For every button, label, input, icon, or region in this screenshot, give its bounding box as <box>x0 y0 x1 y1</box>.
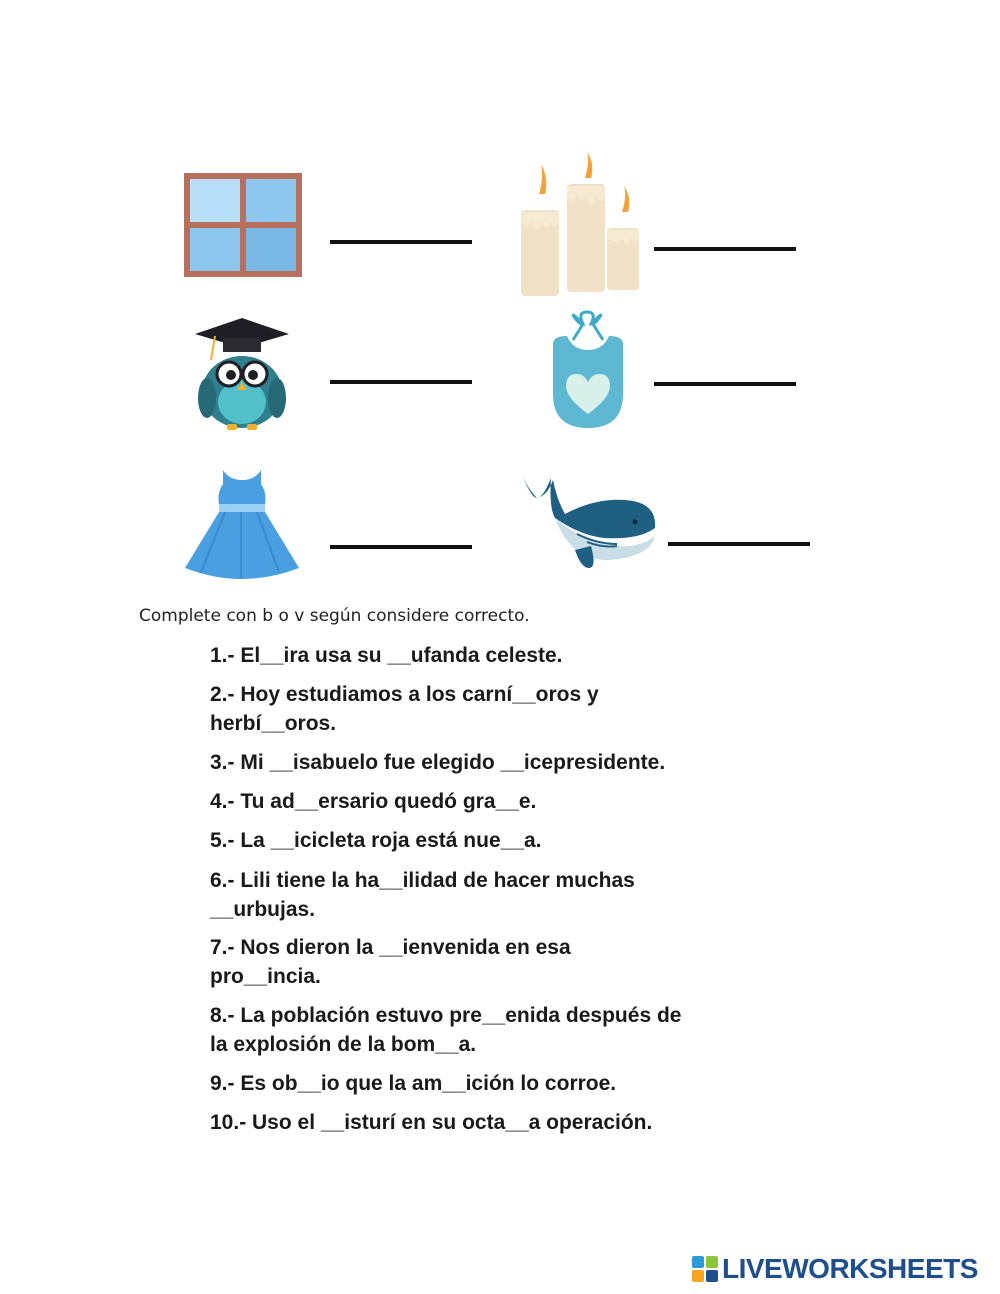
owl-image <box>195 318 289 432</box>
sentence-8-line-2: la explosión de la bom__a. <box>210 1033 477 1056</box>
sentence-6-line-2: __urbujas. <box>210 898 316 921</box>
candles-image <box>515 152 645 298</box>
sentence-9: 9.- Es ob__io que la am__ición lo corroe. <box>210 1072 617 1095</box>
window-image <box>184 173 302 277</box>
sentence-5: 5.- La __icicleta roja está nue__a. <box>210 829 542 852</box>
whale-image <box>517 472 657 572</box>
answer-line-3[interactable] <box>330 380 472 384</box>
answer-line-6[interactable] <box>668 542 810 546</box>
sentence-10: 10.- Uso el __isturí en su octa__a operación. <box>210 1111 653 1134</box>
sentence-4: 4.- Tu ad__ersario quedó gra__e. <box>210 790 537 813</box>
answer-line-4[interactable] <box>654 382 796 386</box>
sentence-2-line-2: herbí__oros. <box>210 712 337 735</box>
answer-line-5[interactable] <box>330 545 472 549</box>
sentence-3: 3.- Mi __isabuelo fue elegido __icepresidente. <box>210 751 666 774</box>
baby-bib-icon <box>543 310 633 430</box>
owl-graduate-icon <box>195 318 289 432</box>
logo-grid-icon <box>692 1256 718 1282</box>
answer-line-1[interactable] <box>330 240 472 244</box>
liveworksheets-logo <box>692 1254 978 1284</box>
sentence-8-line-1: 8.- La población estuvo pre__enida después de <box>210 1004 682 1027</box>
sentence-6-line-1: 6.- Lili tiene la ha__ilidad de hacer muchas <box>210 869 635 892</box>
logo-text: LIVEWORKSHEETS <box>722 1253 978 1284</box>
bib-image <box>543 310 633 430</box>
dress-image <box>185 470 299 582</box>
answer-line-2[interactable] <box>654 247 796 251</box>
whale-icon <box>517 472 657 572</box>
sentence-2-line-1: 2.- Hoy estudiamos a los carní__oros y <box>210 683 599 706</box>
sentence-7-line-1: 7.- Nos dieron la __ienvenida en esa <box>210 936 571 959</box>
dress-icon <box>185 470 299 582</box>
sentence-7-line-2: pro__incia. <box>210 965 321 988</box>
instruction-text: Complete con b o v según considere correcto. <box>139 606 530 626</box>
window-icon <box>184 173 302 277</box>
sentence-1: 1.- El__ira usa su __ufanda celeste. <box>210 644 563 667</box>
candles-icon <box>515 152 645 298</box>
